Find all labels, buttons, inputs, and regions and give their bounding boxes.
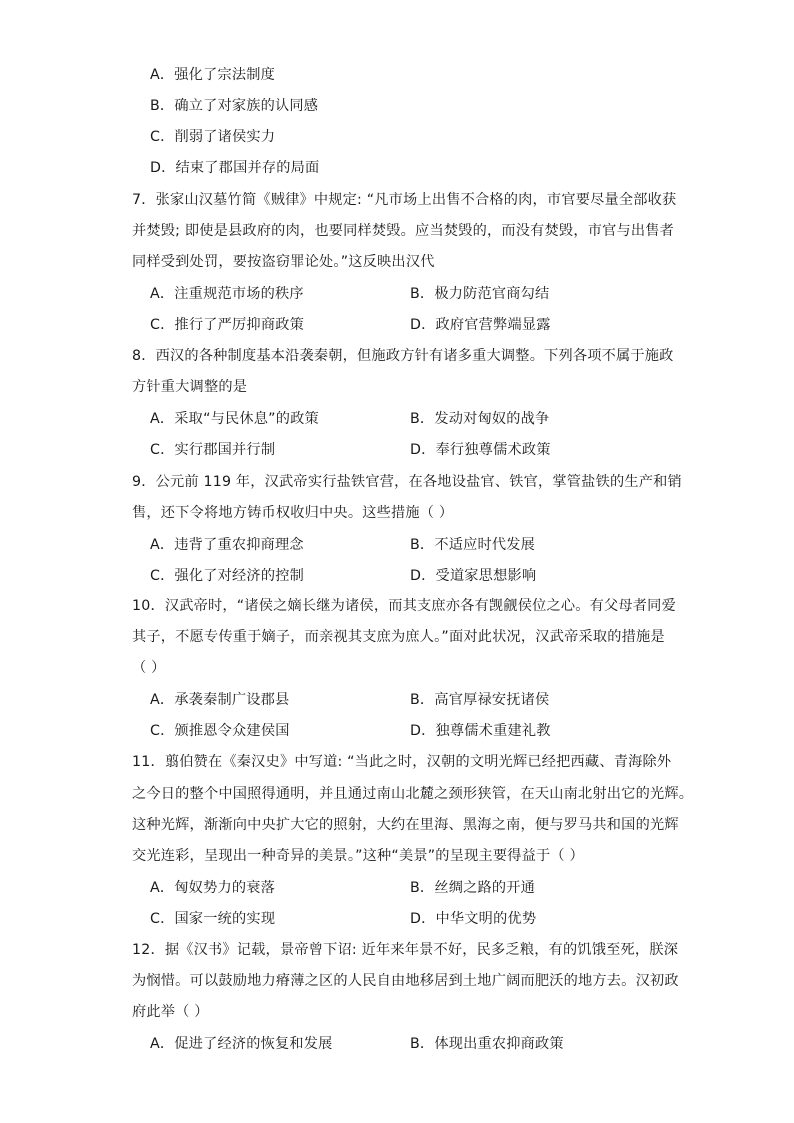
q11-stem-line-1: 11．翦伯赞在《秦汉史》中写道: “当此之时，汉朝的文明光辉已经把西藏、青海除外 <box>132 754 672 770</box>
q10-option-c: C．颁推恩令众建侯国 <box>150 723 290 739</box>
q12-option-a: A．促进了经济的恢复和发展 <box>150 1036 333 1052</box>
q10-stem-line-1: 10．汉武帝时，“诸侯之嫡长继为诸侯，而其支庶亦各有觊觎侯位之心。有父母者同爱 <box>132 598 676 614</box>
q10-option-a: A．承袭秦制广设郡县 <box>150 692 290 708</box>
q11-option-c: C．国家一统的实现 <box>150 911 276 927</box>
q9-stem-line-2: 售，还下令将地方铸币权收归中央。这些措施（ ） <box>132 505 454 521</box>
q9-option-c: C．强化了对经济的控制 <box>150 568 304 584</box>
q8-option-a: A．采取“与民休息”的政策 <box>150 411 319 427</box>
q9-stem-line-1: 9．公元前 119 年，汉武帝实行盐铁官营，在各地设盐官、铁官，掌管盐铁的生产和销 <box>132 474 682 490</box>
q6-option-d: D．结束了郡国并存的局面 <box>150 160 320 176</box>
q7-stem-line-1: 7．张家山汉墓竹简《贼律》中规定: “凡市场上出售不合格的肉，市官要尽量全部收获 <box>132 192 677 208</box>
q11-option-d: D．中华文明的优势 <box>410 911 537 927</box>
q9-option-d: D．受道家思想影响 <box>410 568 537 584</box>
q9-option-b: B．不适应时代发展 <box>410 537 536 553</box>
q12-stem-line-2: 为悯惜。可以鼓励地力瘠薄之区的人民自由地移居到土地广阔而肥沃的地方去。汉初政 <box>132 973 679 989</box>
q11-stem-line-3: 这种光辉，渐渐向中央扩大它的照射，大约在里海、黑海之南，便与罗马共和国的光辉 <box>132 817 679 833</box>
q7-option-c: C．推行了严厉抑商政策 <box>150 317 304 333</box>
q7-stem-line-3: 同样受到处罚，要按盗窃罪论处。”这反映出汉代 <box>132 254 435 270</box>
q8-option-d: D．奉行独尊儒术政策 <box>410 442 551 458</box>
q7-option-d: D．政府官营弊端显露 <box>410 317 551 333</box>
q10-option-d: D．独尊儒术重建礼教 <box>410 723 551 739</box>
q11-option-a: A．匈奴势力的衰落 <box>150 880 276 896</box>
q8-stem-line-1: 8．西汉的各种制度基本沿袭秦朝，但施政方针有诸多重大调整。下列各项不属于施政 <box>132 348 674 364</box>
q12-stem-line-3: 府此举（ ） <box>132 1004 209 1020</box>
q6-option-a: A．强化了宗法制度 <box>150 67 276 83</box>
q10-stem-line-3: （ ） <box>132 660 166 676</box>
q12-stem-line-1: 12．据《汉书》记载，景帝曾下诏: 近年来年景不好，民多乏粮，有的饥饿至死，朕深 <box>132 942 679 958</box>
q9-option-a: A．违背了重农抑商理念 <box>150 537 304 553</box>
q8-option-b: B．发动对匈奴的战争 <box>410 411 550 427</box>
q12-option-b: B．体现出重农抑商政策 <box>410 1036 564 1052</box>
q10-stem-line-2: 其子，不愿专传重于嫡子，而亲视其支庶为庶人。”面对此状况，汉武帝采取的措施是 <box>132 629 665 645</box>
q8-stem-line-2: 方针重大调整的是 <box>132 379 248 395</box>
q11-option-b: B．丝绸之路的开通 <box>410 880 536 896</box>
q7-option-a: A．注重规范市场的秩序 <box>150 286 304 302</box>
q8-option-c: C．实行郡国并行制 <box>150 442 276 458</box>
q7-stem-line-2: 并焚毁; 即使是县政府的肉，也要同样焚毁。应当焚毁的，而没有焚毁，市官与出售者 <box>132 223 675 239</box>
q11-stem-line-4: 交光连彩，呈现出一种奇异的美景。”这种“美景”的呈现主要得益于（ ） <box>132 848 584 864</box>
q10-option-b: B．高官厚禄安抚诸侯 <box>410 692 550 708</box>
q7-option-b: B．极力防范官商勾结 <box>410 286 550 302</box>
q11-stem-line-2: 之今日的整个中国照得通明，并且通过南山北麓之颈形狭管，在天山南北射出它的光辉。 <box>132 786 694 802</box>
q6-option-b: B．确立了对家族的认同感 <box>150 98 319 114</box>
q6-option-c: C．削弱了诸侯实力 <box>150 129 276 145</box>
